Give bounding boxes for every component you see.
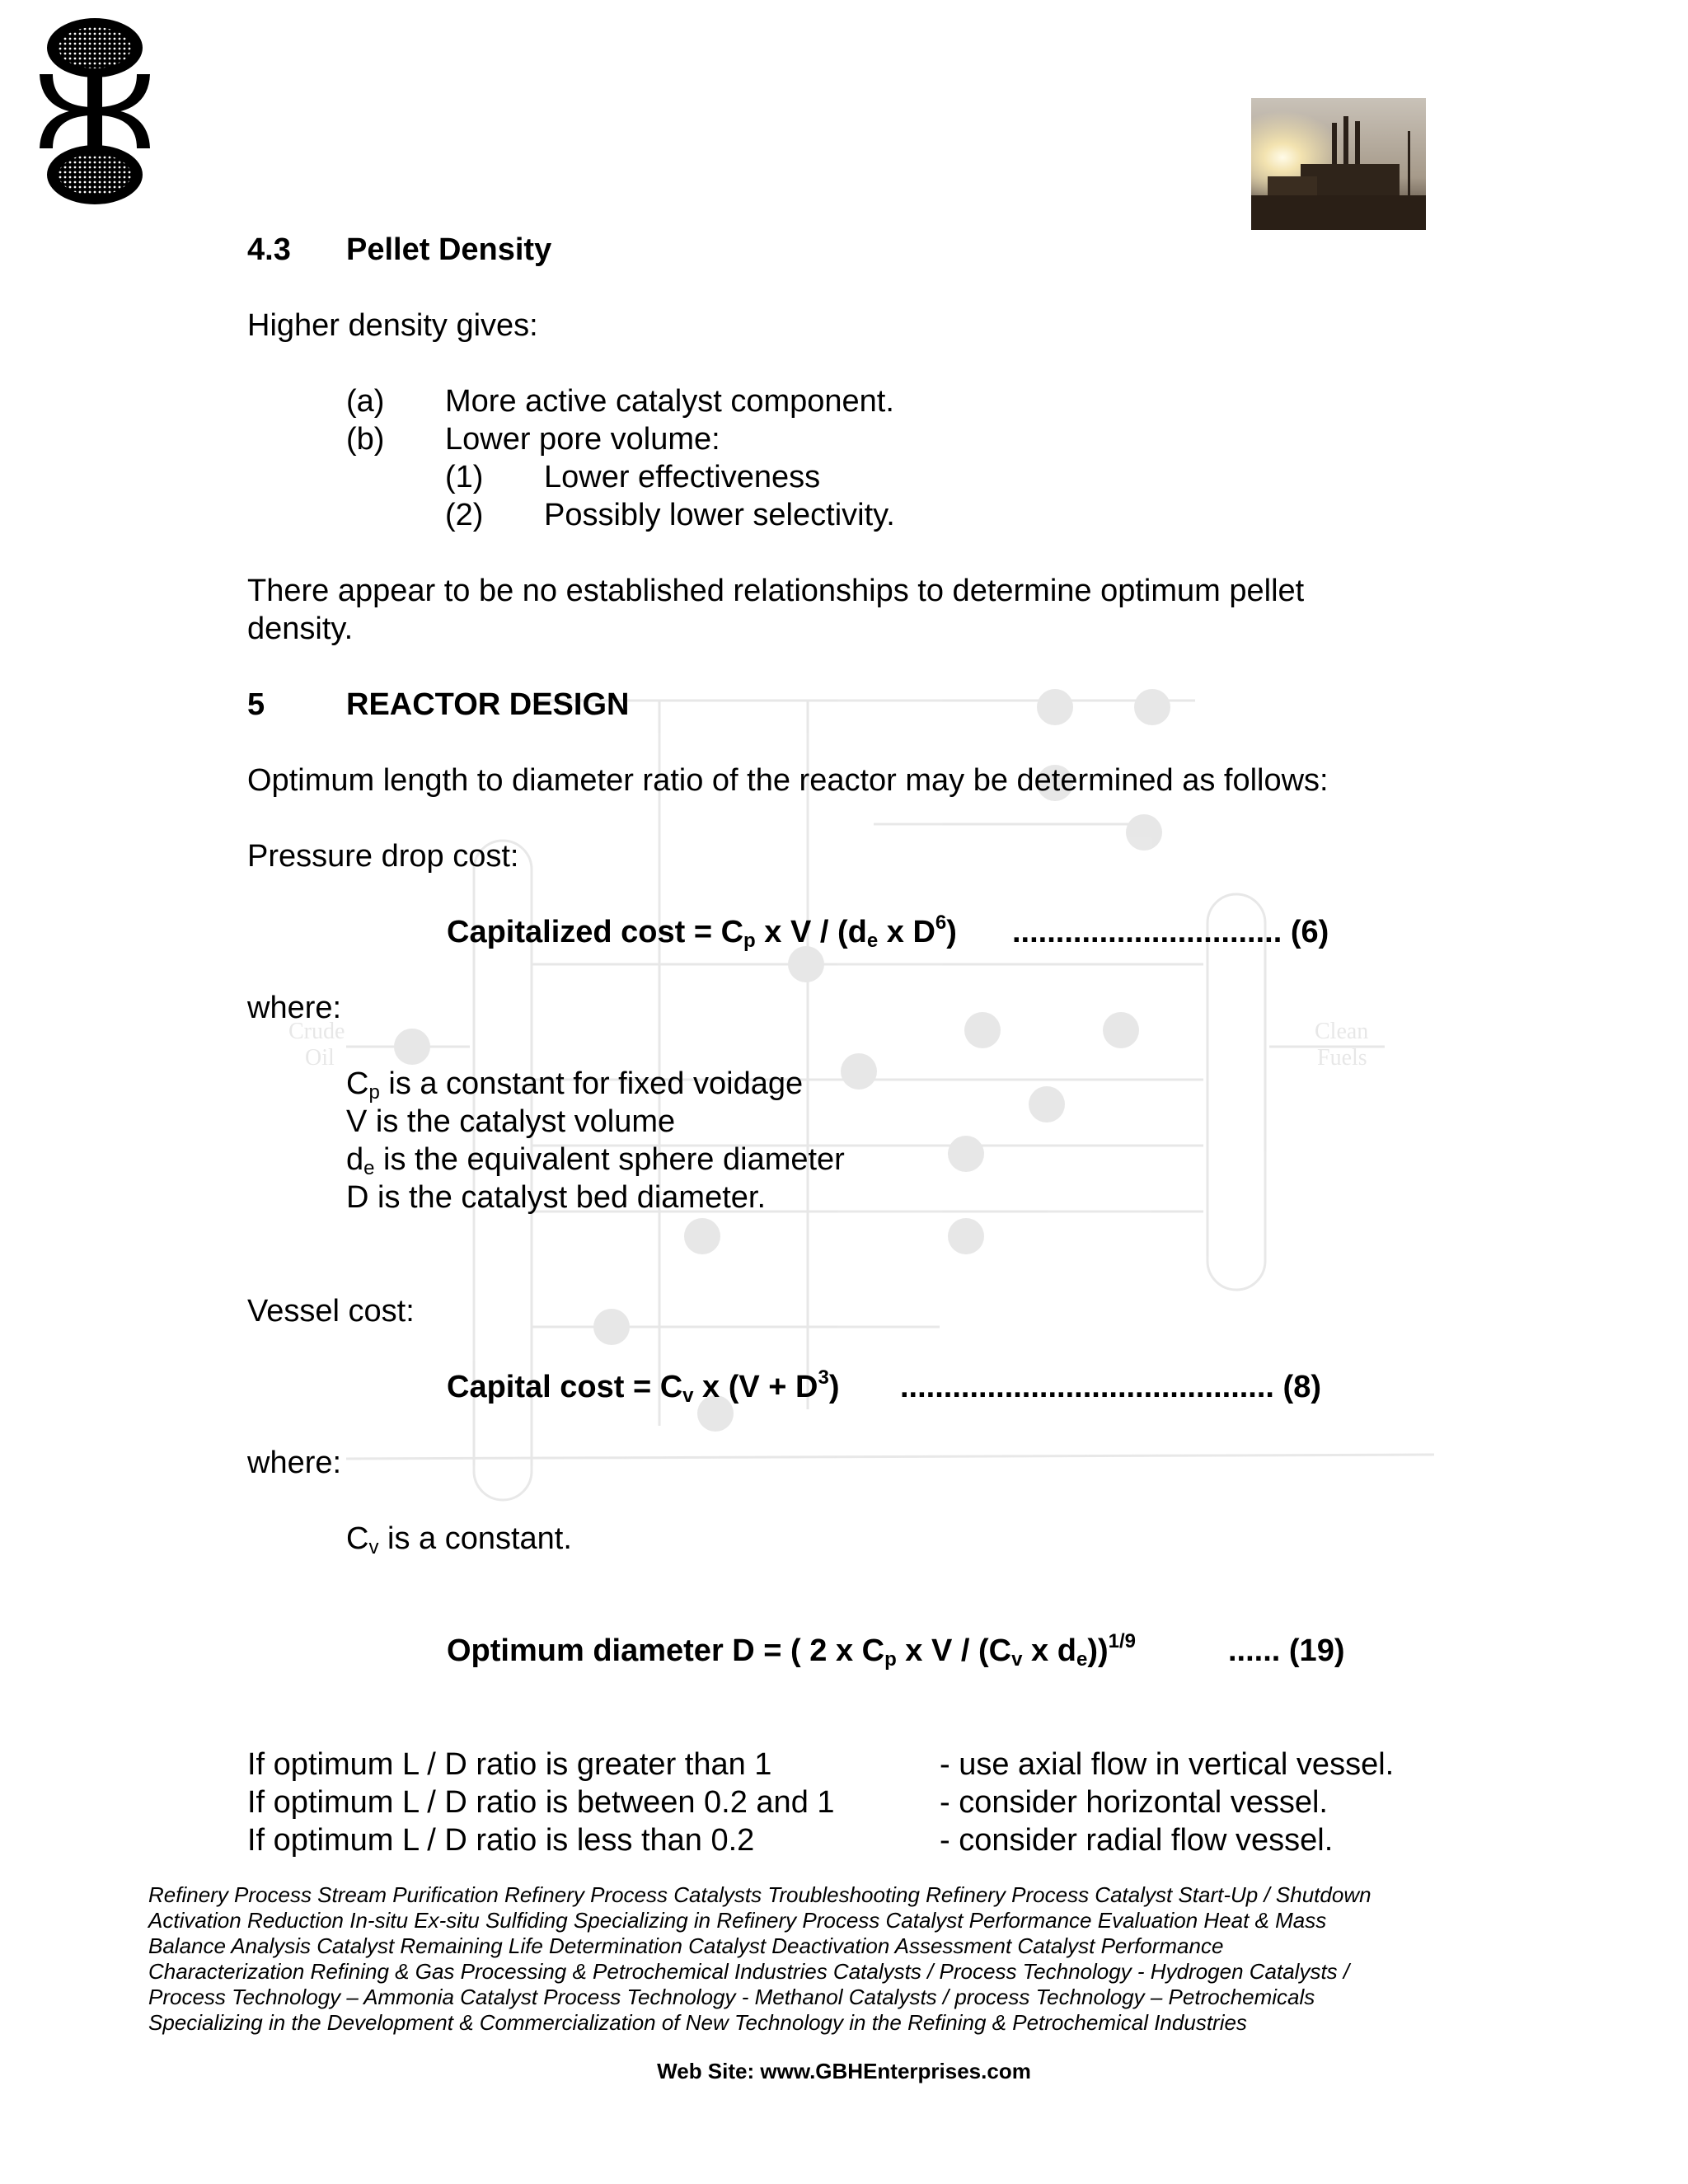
section-title: Pellet Density [346,232,552,267]
equation-6-number: ............................... (6) [1012,915,1329,949]
definition-cv: $C_v$ is a constant. [346,1521,572,1558]
where-label: where: [247,1446,342,1480]
definition-cp: $C_p$ is a constant for fixed voidage [346,1066,804,1104]
definition-v: V is the catalyst volume [346,1104,676,1139]
equation-19-number: ...... (19) [1228,1633,1345,1668]
rule-row [247,1821,1334,1859]
list-label: (1) [445,460,484,494]
rule-row [247,1783,1328,1821]
footer-line: Refinery Process Stream Purification Refinery Process Catalysts Troubleshooting Refinery Process Catalyst Start-Up / Shutdown [148,1882,1372,1907]
list-label: (2) [445,498,484,532]
rule-action: - consider horizontal vessel. [940,1785,1328,1820]
list-text: Lower effectiveness [544,460,821,494]
paragraph-line: density. [247,612,354,646]
list-label: (a) [346,384,385,419]
section-number: 5 [247,687,265,722]
paragraph-line: There appear to be no established relationships to determine optimum pellet [247,574,1305,608]
rule-condition: If optimum L / D ratio is greater than 1 [247,1747,772,1782]
list-text: Lower pore volume: [445,422,720,457]
footer-line: Process Technology – Ammonia Catalyst Process Technology - Methanol Catalysts / process Technology – Petrochemicals [148,1985,1315,2009]
list-item-a [346,382,894,420]
watermark-oil-label: Oil [305,1045,335,1071]
refinery-photo [1251,98,1426,230]
vessel-cost-label: Vessel cost: [247,1294,415,1329]
footer-line: Activation Reduction In-situ Ex-situ Sulfiding Specializing in Refinery Process Catalyst Performance Evaluation Heat & Mass [148,1908,1327,1933]
footer-services-text [148,1882,1434,2036]
list-text: Possibly lower selectivity. [544,498,895,532]
footer-website-link[interactable]: Web Site: www.GBHEnterprises.com [657,2059,1031,2083]
footer-line: Characterization Refining & Gas Processing & Petrochemical Industries Catalysts / Process Technology - Hydrogen Catalysts / [148,1959,1350,1984]
equation-8-number: ........................................... (8) [900,1370,1321,1404]
rule-row [247,1746,1395,1783]
footer-line: Balance Analysis Catalyst Remaining Life Determination Catalyst Deactivation Assessment Catalyst Performance [148,1933,1224,1958]
where-label: where: [247,991,342,1025]
section-5-intro: Optimum length to diameter ratio of the reactor may be determined as follows: [247,763,1329,798]
definition-de: $d_e$ is the equivalent sphere diameter [346,1142,845,1179]
equation-6: Capitalized $\cos t = C_p$ x V / ($d_e$ x $D^6$) [447,912,957,952]
watermark-crude-label: Crude [288,1019,345,1044]
equation-19: Optimum diameter D = ( 2 x $C_p$ x V / ($C_v$ x $d_e))^{1/9}$ [447,1630,1136,1671]
rule-condition: If optimum L / D ratio is between 0.2 and 1 [247,1785,835,1820]
rule-action: - use axial flow in vertical vessel. [940,1747,1395,1782]
definition-d: D is the catalyst bed diameter. [346,1180,767,1215]
list-label: (b) [346,422,385,457]
sub-item-2 [445,496,895,534]
section-title: REACTOR DESIGN [346,687,630,722]
list-text: More active catalyst component. [445,384,894,419]
section-4-3-intro: Higher density gives: [247,308,538,343]
watermark-fuels-label: Fuels [1317,1045,1367,1071]
company-logo-icon [33,16,157,206]
watermark-clean-label: Clean [1315,1019,1369,1044]
footer-line: Specializing in the Development & Commercialization of New Technology in the Refining & Petrochemical Industries [148,2010,1247,2035]
rule-condition: If optimum L / D ratio is less than 0.2 [247,1823,755,1858]
rule-action: - consider radial flow vessel. [940,1823,1334,1858]
sub-item-1 [445,458,821,496]
equation-8: Capital $\cos t = C_v$ x $(V + D^3)$ [447,1366,840,1407]
list-item-b [346,420,720,458]
pressure-drop-label: Pressure drop cost: [247,839,519,874]
section-number: 4.3 [247,232,291,267]
